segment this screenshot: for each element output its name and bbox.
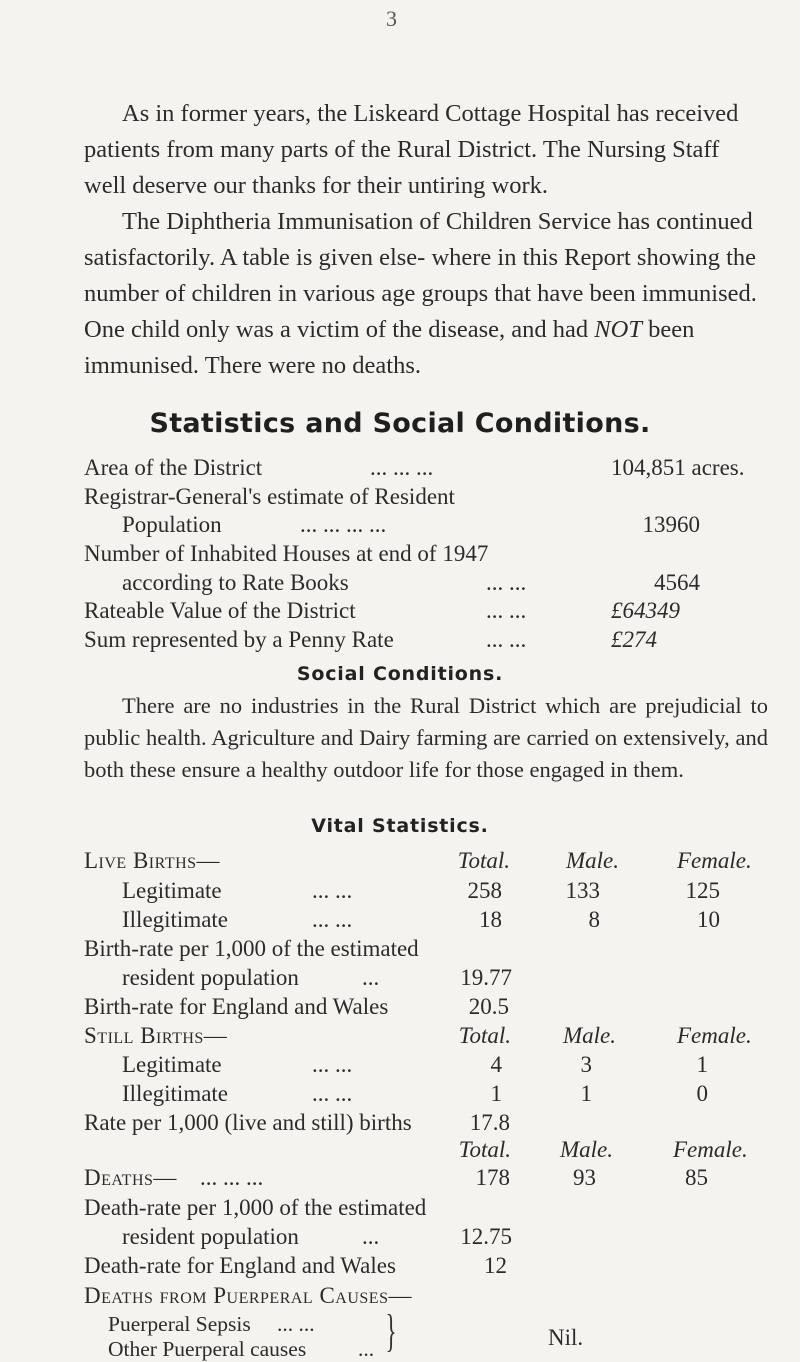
intro-paragraph-2: [84, 204, 764, 384]
live-births-total-header: Total.: [457, 848, 510, 873]
still-births-total-header: Total.: [458, 1023, 511, 1048]
still-births-illegitimate-label: Illegitimate: [122, 1081, 229, 1106]
intro-paragraph-1: As in former years, the Liskeard Cottage Hospital has received patients from many parts of the Rural District. The Nursing Staff well deserve our thanks for their untiring work.: [84, 100, 739, 199]
live-births-male-header: Male.: [566, 848, 620, 873]
death-rate-ew-label: Death-rate for England and Wales: [84, 1253, 396, 1278]
area-value: 104,851 acres.: [611, 455, 745, 480]
houses-label-line-1: Number of Inhabited Houses at end of 1947: [84, 541, 489, 566]
population-label-line-2: Population: [122, 512, 222, 537]
still-births-label: Still Births—: [84, 1023, 228, 1048]
birth-rate-label-line-1: Birth-rate per 1,000 of the estimated: [84, 936, 419, 961]
live-births-female-header: Female.: [677, 848, 752, 873]
puerperal-other-dots: ...: [358, 1337, 375, 1361]
deaths-label: Deaths—: [84, 1165, 177, 1190]
still-births-legitimate-female: 1: [696, 1052, 708, 1077]
still-births-legitimate-male: 3: [580, 1052, 592, 1077]
still-births-illegitimate-male: 1: [580, 1081, 592, 1106]
birth-rate-ew-label: Birth-rate for England and Wales: [84, 994, 389, 1019]
area-dots: ... ... ...: [370, 455, 434, 480]
intro-paragraph-2-end: been immunised. There were no deaths.: [84, 316, 695, 379]
still-births-male-header: Male.: [563, 1023, 617, 1048]
deaths-dots: ... ... ...: [200, 1165, 264, 1190]
puerperal-other-label: Other Puerperal causes: [108, 1337, 307, 1361]
penny-rate-value: £274: [611, 627, 657, 652]
deaths-total-header: Total.: [458, 1137, 511, 1162]
deaths-female-header: Female.: [673, 1137, 748, 1162]
rateable-value: £64349: [611, 598, 680, 623]
live-births-legitimate-label: Legitimate: [122, 878, 222, 903]
puerperal-heading: Deaths from Puerperal Causes—: [84, 1283, 412, 1308]
deaths-male: 93: [573, 1165, 596, 1190]
deaths-female: 85: [685, 1165, 708, 1190]
still-births-illegitimate-total: 1: [490, 1081, 502, 1106]
puerperal-sepsis-dots: ... ...: [277, 1312, 315, 1336]
birth-rate-label-line-2: resident population: [122, 965, 299, 990]
social-conditions-heading: Social Conditions.: [296, 663, 504, 685]
right-brace-icon: }: [385, 1305, 397, 1356]
social-conditions-text-block: [84, 690, 768, 786]
still-births-legitimate-total: 4: [490, 1052, 502, 1077]
area-label: Area of the District: [84, 455, 263, 480]
still-births-illegitimate-female: 0: [696, 1081, 708, 1106]
death-rate-label-line-2: resident population: [122, 1224, 299, 1249]
still-birth-rate-value: 17.8: [469, 1110, 510, 1135]
page-number: 3: [386, 6, 397, 31]
still-birth-rate-label: Rate per 1,000 (live and still) births: [84, 1110, 412, 1135]
deaths-total: 178: [475, 1165, 510, 1190]
social-conditions-text: There are no industries in the Rural District which are prejudicial to public health. Agriculture and Dairy farming are carried on extensively, and both these ensure a healthy outdoor life for those engaged in them.: [84, 693, 768, 782]
live-births-illegitimate-male: 8: [588, 907, 600, 932]
birth-rate-dots: ...: [362, 965, 380, 990]
death-rate-dots: ...: [362, 1224, 380, 1249]
death-rate-label-line-1: Death-rate per 1,000 of the estimated: [84, 1195, 427, 1220]
puerperal-value: Nil.: [548, 1325, 584, 1350]
live-births-illegitimate-dots: ... ...: [312, 907, 353, 932]
intro-section: [84, 96, 764, 384]
birth-rate-value: 19.77: [460, 965, 512, 990]
houses-value: 4564: [654, 570, 700, 595]
live-births-label: Live Births—: [84, 848, 221, 873]
rateable-dots: ... ...: [486, 598, 527, 623]
live-births-illegitimate-label: Illegitimate: [122, 907, 229, 932]
still-births-legitimate-label: Legitimate: [122, 1052, 222, 1077]
rateable-label: Rateable Value of the District: [84, 598, 356, 623]
death-rate-ew-value: 12: [484, 1253, 507, 1278]
live-births-illegitimate-total: 18: [479, 907, 502, 932]
live-births-legitimate-total: 258: [467, 878, 502, 903]
still-births-legitimate-dots: ... ...: [312, 1052, 353, 1077]
live-births-illegitimate-female: 10: [697, 907, 720, 932]
population-dots: ... ... ... ...: [300, 512, 387, 537]
population-label-line-1: Registrar-General's estimate of Resident: [84, 484, 455, 509]
live-births-legitimate-male: 133: [565, 878, 600, 903]
population-value: 13960: [642, 512, 700, 537]
penny-rate-dots: ... ...: [486, 627, 527, 652]
death-rate-value: 12.75: [460, 1224, 512, 1249]
intro-emphasis-not: NOT: [594, 316, 642, 343]
penny-rate-label: Sum represented by a Penny Rate: [84, 627, 394, 652]
live-births-legitimate-female: 125: [685, 878, 720, 903]
still-births-illegitimate-dots: ... ...: [312, 1081, 353, 1106]
intro-paragraph-2-start: The Diphtheria Immunisation of Children Service has continued satisfactorily. A table is given else- where in this Report showing the number of children in various age groups that have been immunised. One child only was a victim of the disease, and had: [84, 208, 757, 343]
houses-label-line-2: according to Rate Books: [122, 570, 349, 595]
puerperal-sepsis-label: Puerperal Sepsis: [108, 1312, 251, 1336]
houses-dots: ... ...: [486, 570, 527, 595]
still-births-female-header: Female.: [677, 1023, 752, 1048]
deaths-male-header: Male.: [560, 1137, 614, 1162]
vital-statistics-heading: Vital Statistics.: [311, 815, 489, 837]
birth-rate-ew-value: 20.5: [468, 994, 509, 1019]
statistics-heading: Statistics and Social Conditions.: [149, 408, 651, 439]
live-births-legitimate-dots: ... ...: [312, 878, 353, 903]
